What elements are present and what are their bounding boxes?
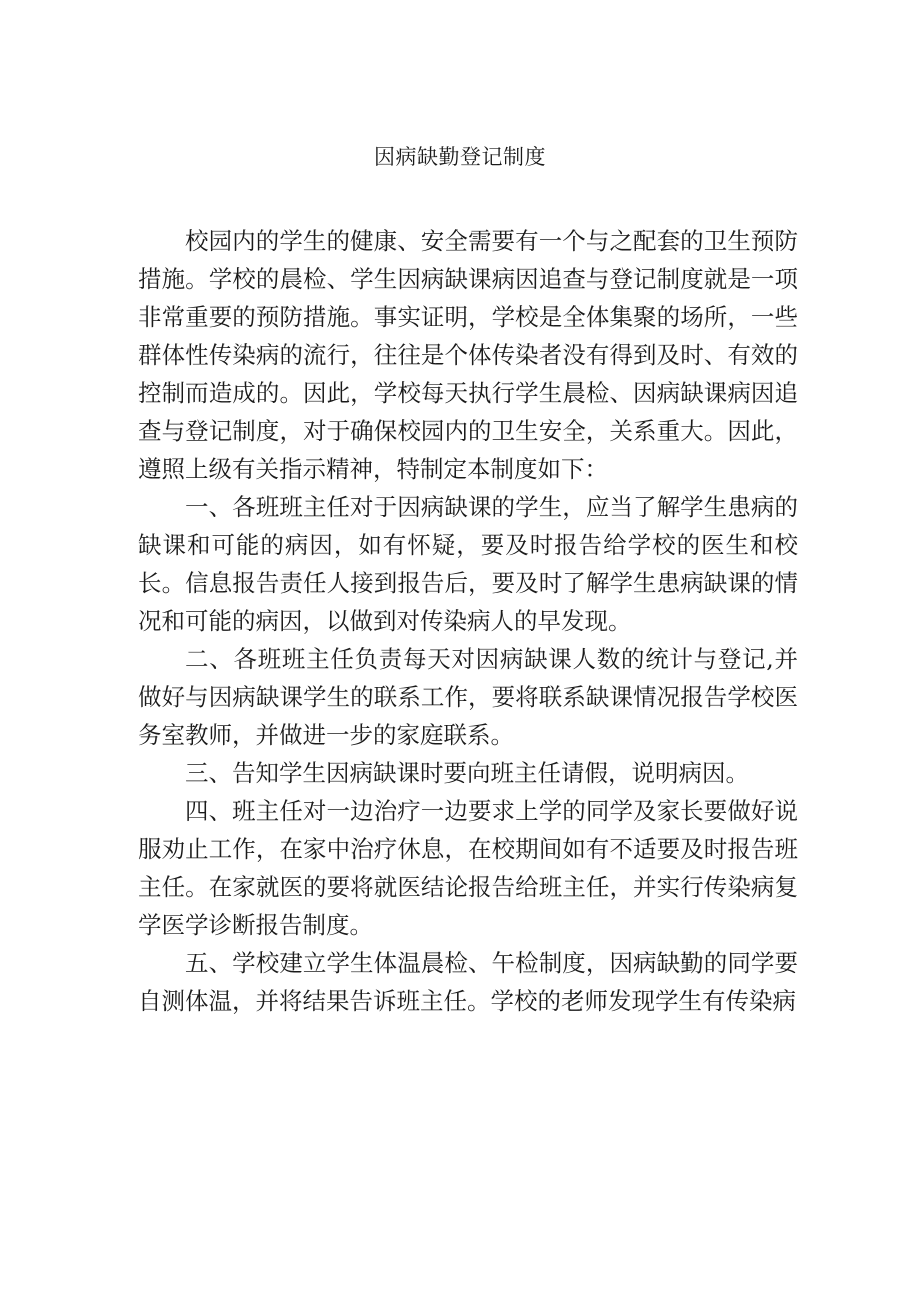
document-body — [138, 222, 798, 1020]
paragraph-item-3: 三、告知学生因病缺课时要向班主任请假，说明病因。 — [185, 759, 749, 787]
paragraph-item-4: 四、班主任对一边治疗一边要求上学的同学及家长要做好说服劝止工作，在家中治疗休息，在校期间如有不适要及时报告班主任。在家就医的要将就医结论报告给班主任，并实行传染病复学医学诊断报告制度。 — [138, 797, 798, 939]
paragraph-item-5: 五、学校建立学生体温晨检、午检制度，因病缺勤的同学要自测体温，并将结果告诉班主任。学校的老师发现学生有传染病 — [138, 949, 798, 1015]
paragraph-item-2: 二、各班班主任负责每天对因病缺课人数的统计与登记,并做好与因病缺课学生的联系工作，要将联系缺课情况报告学校医务室教师，并做进一步的家庭联系。 — [138, 645, 798, 749]
paragraph-item-1: 一、各班班主任对于因病缺课的学生，应当了解学生患病的缺课和可能的病因，如有怀疑，要及时报告给学校的医生和校长。信息报告责任人接到报告后，要及时了解学生患病缺课的情况和可能的病因，以做到对传染病人的早发现。 — [138, 493, 798, 635]
paragraph-intro: 校园内的学生的健康、安全需要有一个与之配套的卫生预防措施。学校的晨检、学生因病缺课病因追查与登记制度就是一项非常重要的预防措施。事实证明，学校是全体集聚的场所，一些群体性传染病的流行，往往是个体传染者没有得到及时、有效的控制而造成的。因此，学校每天执行学生晨检、因病缺课病因追查与登记制度，对于确保校园内的卫生安全，关系重大。因此，遵照上级有关指示精神，特制定本制度如下： — [138, 227, 798, 483]
document-title: 因病缺勤登记制度 — [374, 145, 546, 169]
